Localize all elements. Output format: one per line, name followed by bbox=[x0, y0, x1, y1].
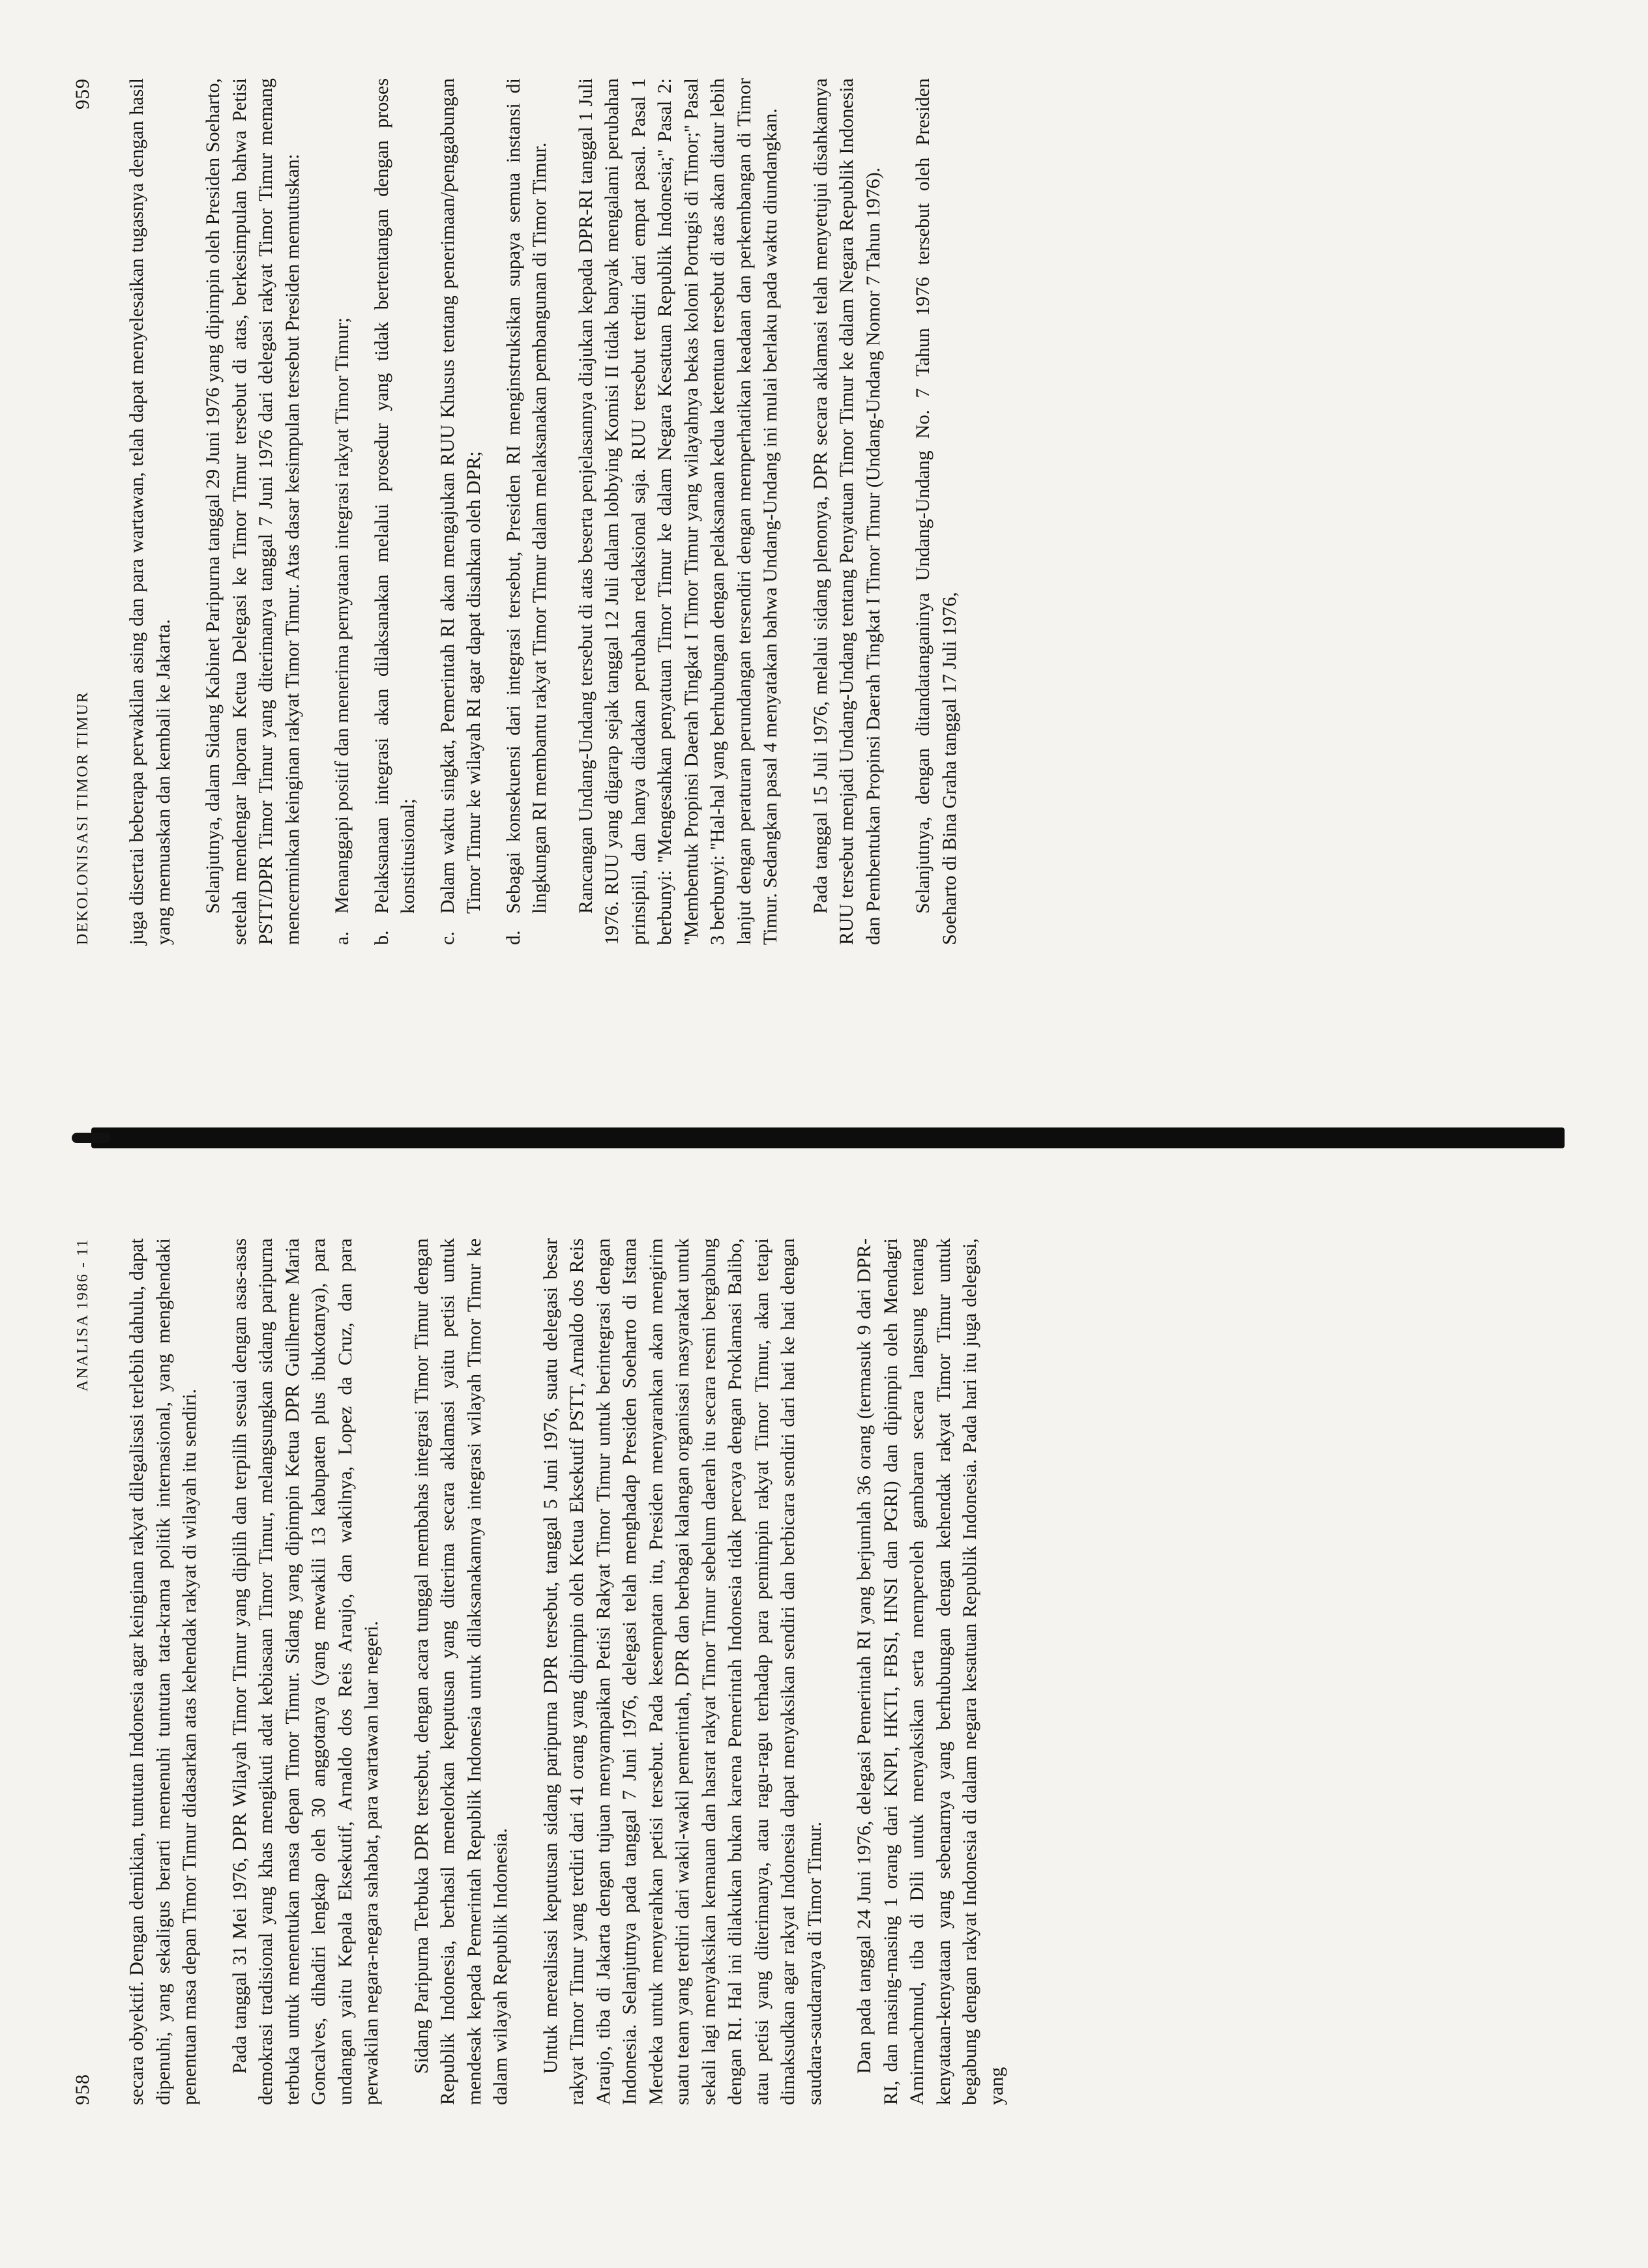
paragraph: juga disertai beberapa perwakilan asing dan para wartawan, telah dapat menyelesaikan tugasnya dengan hasil yang memuaskan dan kembali ke Jakarta. bbox=[126, 78, 174, 945]
list-marker: b. bbox=[370, 930, 392, 945]
left-running-head: ANALISA 1986 - 11 bbox=[74, 1238, 91, 1392]
list-text: Pelaksanaan integrasi akan dilaksanakan melalui prosedur yang tidak bertentangan dengan proses konstitusional; bbox=[370, 78, 419, 914]
right-page-number: 959 bbox=[72, 78, 93, 109]
decision-list bbox=[329, 78, 553, 945]
right-running-head: DEKOLONISASI TIMOR TIMUR bbox=[74, 691, 91, 945]
paragraph: Untuk merealisasi keputusan sidang paripurna DPR tersebut, tanggal 5 Juni 1976, suatu delegasi besar rakyat Timor Timur yang terdiri dari 41 orang yang dipimpin oleh Ketua Eksekutif PSTT, Arnaldo dos Reis Araujo, tiba di Jakarta dengan tujuan menyampaikan Petisi Rakyat Timor Timur untuk berintegrasi dengan Indonesia. Selanjutnya pada tanggal 7 Juni 1976, delegasi telah menghadap Presiden Soeharto di Istana Merdeka untuk menyerahkan petisi tersebut. Pada kesempatan itu, Presiden menyarankan akan mengirim suatu team yang terdiri dari wakil-wakil pemerintah, DPR dan berbagai kalangan organisasi masyarakat untuk sekali lagi menyaksikan kemauan dan hasrat rakyat Timor Timur sebelum daerah itu secara resmi bergabung dengan RI. Hal ini dilakukan bukan karena Pemerintah Indonesia tidak percaya dengan Proklamasi Balibo, atau petisi yang diterimanya, atau ragu-ragu terhadap para pemimpin rakyat Timor Timur, akan tetapi dimaksudkan agar rakyat Indonesia dapat menyaksikan sendiri dan berbicara sendiri dari hati ke hati dengan saudara-saudaranya di Timor Timur. bbox=[539, 1238, 825, 2105]
list-item bbox=[501, 78, 553, 945]
list-item bbox=[369, 78, 422, 945]
left-page-body bbox=[124, 1238, 1033, 2105]
paragraph: Dan pada tanggal 24 Juni 1976, delegasi Pemerintah RI yang berjumlah 36 orang (termasuk 9 dari DPR-RI, dan masing-masing 1 orang dari KNPI, HKTI, FBSI, HNSI dan PGRI) dan dipimpin oleh Mendagri Amirmachmud, tiba di Dili untuk menyaksikan serta memperoleh gambaran secara langsung tentang kenyataan-kenyataan yang sebenarnya yang berhubungan dengan kehendak rakyat Timor Timur untuk begabung dengan rakyat Indonesia di dalam negara kesatuan Republik Indonesia. Pada hari itu juga delegasi, yang bbox=[853, 1238, 1007, 2105]
paragraph: Selanjutnya, dalam Sidang Kabinet Paripurna tanggal 29 Juni 1976 yang dipimpin oleh Presiden Soeharto, setelah mendengar laporan Ketua Delegasi ke Timor Timur tersebut di atas, berkesimpulan bahwa Petisi PSTT/DPR Timor Timur yang diterimanya tanggal 7 Juni 1976 dari delegasi rakyat Timor Timur memang mencerminkan keinginan rakyat Timor Timur. Atas dasar kesimpulan tersebut Presiden memutuskan: bbox=[202, 78, 303, 945]
paragraph: Selanjutnya, dengan ditandatanganinya Undang-Undang No. 7 Tahun 1976 tersebut oleh Presiden Soeharto di Bina Graha tanggal 17 Juli 1976, bbox=[912, 78, 960, 945]
list-text: Menanggapi positif dan menerima pernyataan integrasi rakyat Timor Timur; bbox=[331, 317, 353, 914]
right-page-body bbox=[124, 78, 986, 945]
list-marker: a. bbox=[331, 931, 353, 945]
left-page-number: 958 bbox=[72, 2074, 93, 2105]
right-page-header bbox=[72, 78, 98, 945]
page-gutter-shadow bbox=[91, 1127, 1565, 1148]
paragraph: Pada tanggal 15 Juli 1976, melalui sidang plenonya, DPR secara aklamasi telah menyetujui disahkannya RUU tersebut menjadi Undang-Undang tentang Penyatuan Timor Timur ke dalam Negara Republik Indonesia dan Pembentukan Propinsi Daerah Tingkat I Timor Timur (Undang-Undang Nomor 7 Tahun 1976). bbox=[809, 78, 884, 945]
list-marker: c. bbox=[436, 931, 458, 945]
list-item bbox=[329, 78, 356, 945]
left-page bbox=[0, 1160, 1648, 2268]
right-page bbox=[0, 0, 1648, 1108]
paragraph: Pada tanggal 31 Mei 1976, DPR Wilayah Timor Timur yang dipilih dan terpilih sesuai dengan asas-asas demokrasi tradisional yang khas mengikuti adat kebiasaan Timor Timur, melangsungkan sidang paripurna terbuka untuk menentukan masa depan Timor Timur. Sidang yang dipimpin Ketua DPR Guilherme Maria Goncalves, dihadiri lengkap oleh 30 anggotanya (yang mewakili 13 kabupaten plus ibukotanya), para undangan yaitu Kepala Eksekutif, Arnaldo dos Reis Araujo, dan wakilnya, Lopez da Cruz, dan para perwakilan negara-negara sahabat, para wartawan luar negeri. bbox=[228, 1238, 382, 2105]
list-text: Sebagai konsekuensi dari integrasi tersebut, Presiden RI menginstruksikan supaya semua instansi di lingkungan RI membantu rakyat Timor Timur dalam melaksanakan pembangunan di Timor Timur. bbox=[502, 78, 550, 914]
paragraph: Rancangan Undang-Undang tersebut di atas beserta penjelasannya diajukan kepada DPR-RI tanggal 1 Juli 1976. RUU yang digarap sejak tanggal 12 Juli dalam lobbying Komisi II tidak banyak mengalami perubahan prinsipiil, dan hanya diadakan perubahan redaksional saja. RUU tersebut terdiri dari empat pasal. Pasal 1 berbunyi: ''Mengesahkan penyatuan Timor Timur ke dalam Negara Kesatuan Republik Indonesia;'' Pasal 2: ''Membentuk Propinsi Daerah Tingkat I Timor Timur yang wilayahnya bekas koloni Portugis di Timor;'' Pasal 3 berbunyi: ''Hal-hal yang berhubungan dengan pelaksanaan kedua ketentuan tersebut di atas akan diatur lebih lanjut dengan peraturan perundangan tersendiri dengan memperhatikan keadaan dan perkembangan di Timor Timur. Sedangkan pasal 4 menyatakan bahwa Undang-Undang ini mulai berlaku pada waktu diundangkan. bbox=[574, 78, 781, 945]
list-item bbox=[435, 78, 488, 945]
list-text: Dalam waktu singkat, Pemerintah RI akan mengajukan RUU Khusus tentang penerimaan/penggabungan Timor Timur ke wilayah RI agar dapat disahkan oleh DPR; bbox=[436, 78, 484, 914]
paragraph: Sidang Paripurna Terbuka DPR tersebut, dengan acara tunggal membahas integrasi Timor Timur dengan Republik Indonesia, berhasil menelorkan keputusan yang diterima secara aklamasi yaitu petisi untuk mendesak kepada Pemerintah Republik Indonesia untuk dilaksanakannya integrasi wilayah Timor Timur ke dalam wilayah Republik Indonesia. bbox=[410, 1238, 511, 2105]
paragraph: secara obyektif. Dengan demikian, tuntutan Indonesia agar keinginan rakyat dilegalisasi terlebih dahulu, dapat dipenuhi, yang sekaligus berarti memenuhi tuntutan tata-krama politik internasional, yang menghendaki penentuan masa depan Timor Timur didasarkan atas kehendak rakyat di wilayah itu sendiri. bbox=[126, 1238, 200, 2105]
list-marker: d. bbox=[502, 930, 524, 945]
left-page-header bbox=[72, 1238, 98, 2105]
